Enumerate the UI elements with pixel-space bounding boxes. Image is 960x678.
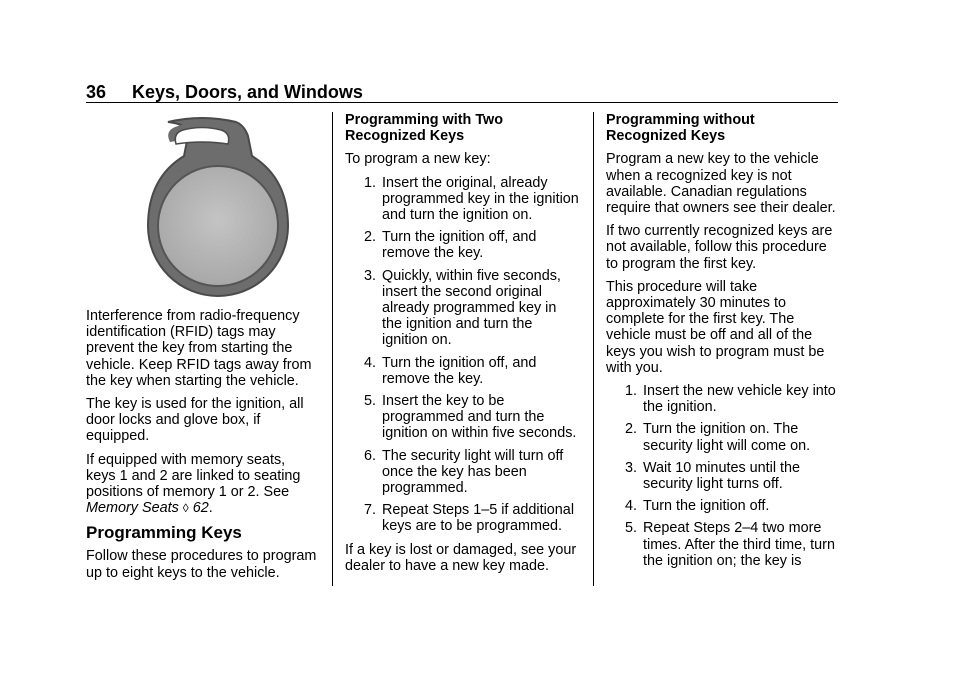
page-number: 36 — [86, 82, 107, 102]
lost-key-paragraph: If a key is lost or damaged, see your dealer to have a new key made. — [345, 541, 577, 574]
programming-keys-heading: Programming Keys — [86, 523, 242, 543]
list-item: 2. Turn the ignition off, and remove the key. — [363, 229, 537, 262]
two-keys-steps — [345, 175, 579, 535]
column-1 — [86, 112, 318, 588]
list-item: 6. The security light will turn off once the key has been programmed. — [363, 447, 564, 497]
rfid-key-fob-icon — [86, 112, 318, 302]
column-3 — [606, 112, 838, 576]
two-keys-intro: To program a new key: — [345, 151, 491, 168]
list-item: 1. Insert the original, already programmed key in the ignition and turn the ignition on. — [363, 174, 579, 224]
cross-reference-icon: ◊ — [182, 501, 189, 516]
list-item: 7. Repeat Steps 1–5 if additional keys are to be programmed. — [363, 502, 575, 535]
list-item: 3. Quickly, within five seconds, insert the second original already programmed key in the ignition and turn the ignition on. — [363, 267, 561, 349]
list-item: 4. Turn the ignition off. — [624, 498, 770, 515]
list-item: 1. Insert the new vehicle key into the ignition. — [624, 383, 836, 416]
header-rule — [86, 102, 838, 103]
page-header — [86, 82, 838, 102]
memory-seats-paragraph: If equipped with memory seats, keys 1 and 2 are linked to seating positions of memory 1 or 2. See Memory Seats ◊ 62. — [86, 451, 301, 517]
page-title: Keys, Doors, and Windows — [132, 82, 363, 102]
list-item: 4. Turn the ignition off, and remove the key. — [363, 354, 537, 387]
no-keys-heading: Programming without Recognized Keys — [606, 112, 755, 145]
list-item: 5. Insert the key to be programmed and turn the ignition on within five seconds. — [363, 393, 577, 442]
no-keys-paragraph-3: This procedure will take approximately 30 minutes to complete for the first key. The vehicle must be off and all of the keys you wish to program must be with you. — [606, 278, 825, 376]
memory-seats-link[interactable]: Memory Seats — [86, 500, 179, 517]
two-keys-heading: Programming with Two Recognized Keys — [345, 112, 504, 145]
list-item: 5. Repeat Steps 2–4 two more times. After the third time, turn the ignition on; the key is — [624, 520, 835, 569]
no-keys-steps — [606, 383, 838, 569]
list-item: 3. Wait 10 minutes until the security light turns off. — [624, 459, 801, 493]
program-keys-paragraph: Follow these procedures to program up to eight keys to the vehicle. — [86, 548, 317, 581]
key-use-paragraph: The key is used for the ignition, all door locks and glove box, if equipped. — [86, 396, 304, 445]
rfid-paragraph: Interference from radio-frequency identification (RFID) tags may prevent the key from starting the vehicle. Keep RFID tags away from the key when starting the vehicle. — [86, 308, 312, 389]
memory-seats-page-ref[interactable]: 62 — [192, 500, 209, 517]
column-2 — [345, 112, 579, 581]
no-keys-paragraph-1: Program a new key to the vehicle when a recognized key is not available. Canadian regulations require that owners see their dealer. — [606, 151, 836, 217]
list-item: 2. Turn the ignition on. The security light will come on. — [624, 421, 811, 454]
column-divider-1 — [332, 112, 333, 586]
no-keys-paragraph-2: If two currently recognized keys are not available, follow this procedure to program the first key. — [606, 223, 833, 272]
column-divider-2 — [593, 112, 594, 586]
